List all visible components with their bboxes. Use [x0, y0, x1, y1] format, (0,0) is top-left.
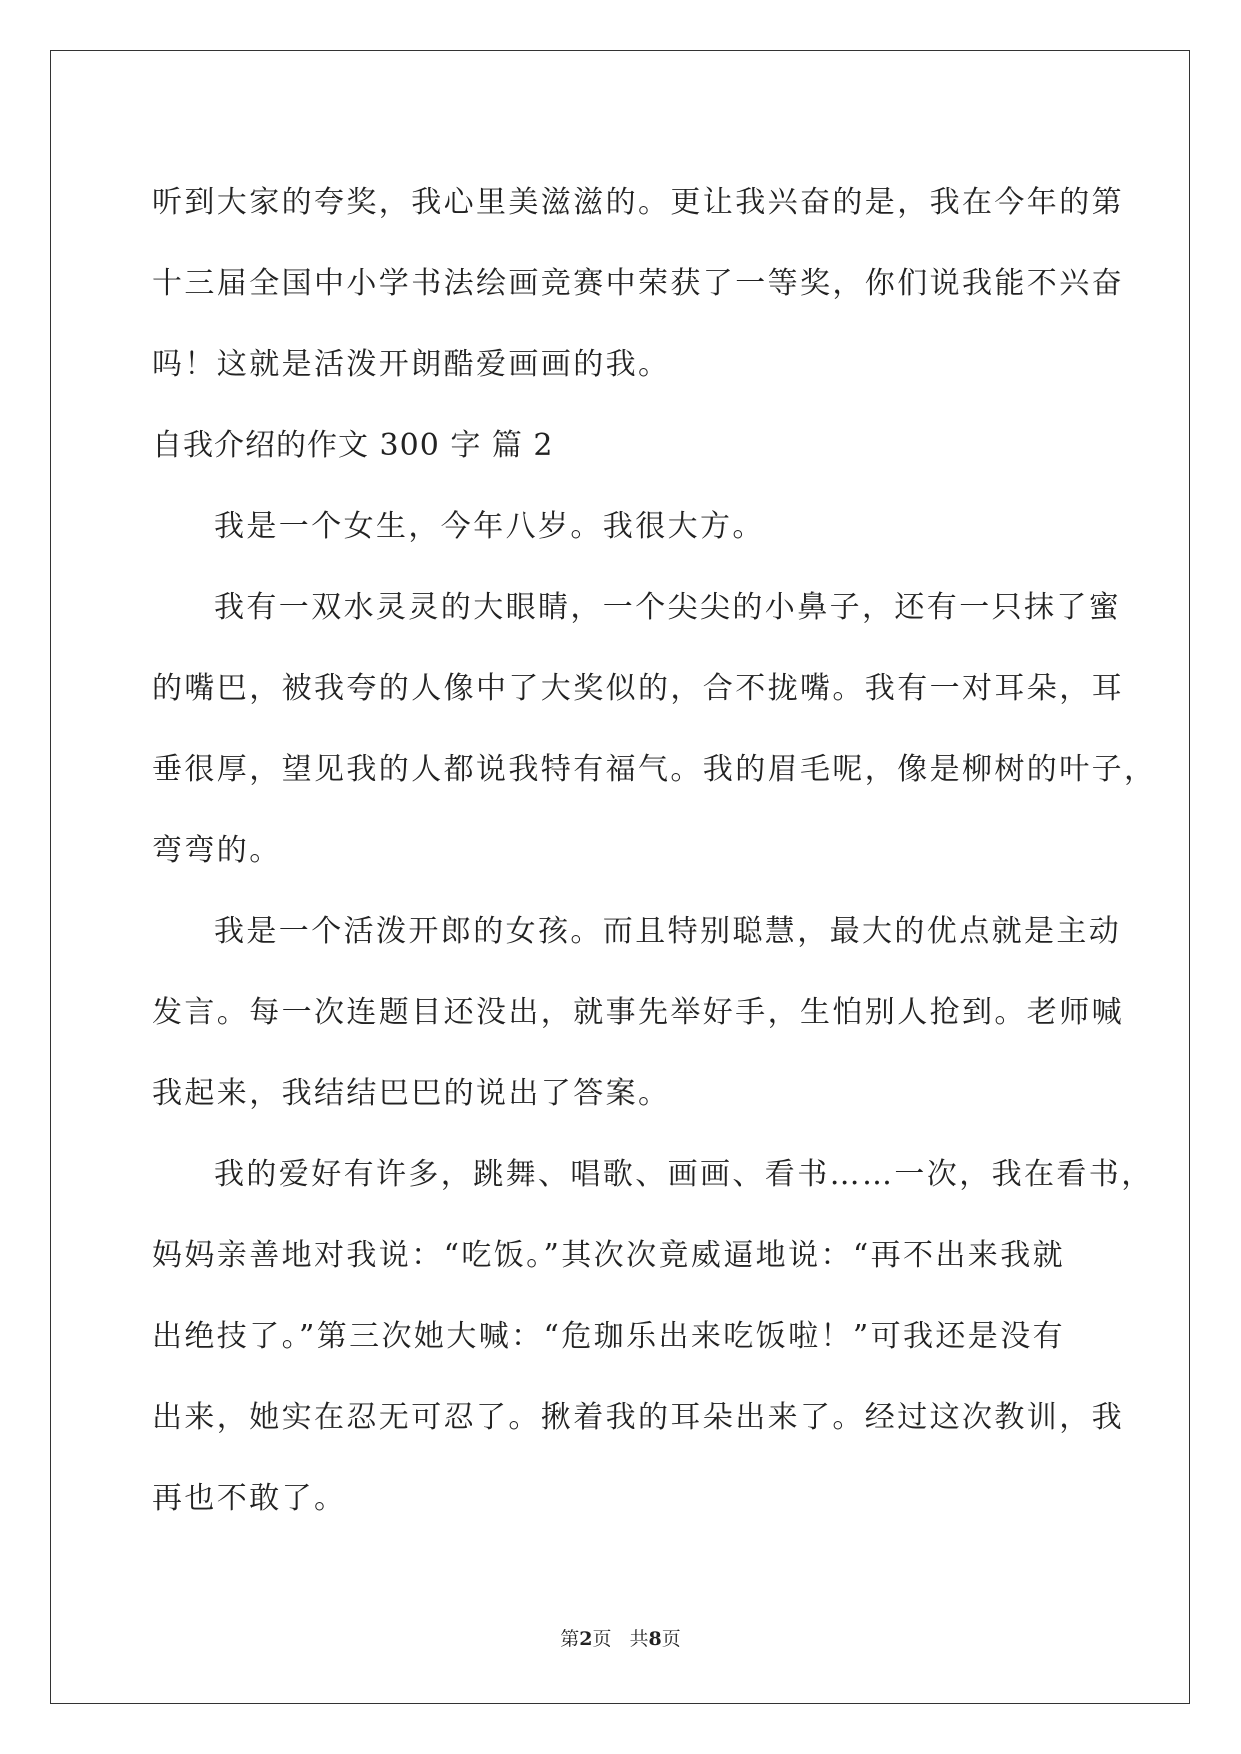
page-prefix: 第 [560, 1628, 580, 1650]
section-heading: 自我介绍的作文 300 字 篇 2 [152, 428, 554, 463]
total-page-number: 8 [648, 1628, 662, 1650]
page-unit: 页 [592, 1628, 612, 1650]
body-line: 十三届全国中小学书法绘画竞赛中荣获了一等奖，你们说我能不兴奋 [152, 266, 1124, 301]
body-line: 的嘴巴，被我夸的人像中了大奖似的，合不拢嘴。我有一对耳朵，耳 [152, 671, 1124, 706]
body-line: 出绝技了。”第三次她大喊：“危珈乐出来吃饭啦！”可我还是没有 [152, 1319, 1066, 1354]
body-line: 出来，她实在忍无可忍了。揪着我的耳朵出来了。经过这次教训，我 [152, 1400, 1124, 1435]
body-line: 弯弯的。 [152, 833, 282, 868]
paragraph-line: 我的爱好有许多，跳舞、唱歌、画画、看书……一次，我在看书， [214, 1157, 1154, 1192]
paragraph-line: 我有一双水灵灵的大眼睛，一个尖尖的小鼻子，还有一只抹了蜜 [214, 590, 1122, 625]
page-footer [0, 1624, 1241, 1651]
document-body [152, 162, 1157, 1539]
paragraph-line: 我是一个活泼开郎的女孩。而且特别聪慧，最大的优点就是主动 [214, 914, 1122, 949]
body-line: 妈妈亲善地对我说：“吃饭。”其次次竟威逼地说：“再不出来我就 [152, 1238, 1066, 1273]
body-line: 再也不敢了。 [152, 1481, 347, 1516]
body-line: 发言。每一次连题目还没出，就事先举好手，生怕别人抢到。老师喊 [152, 995, 1124, 1030]
body-line: 我起来，我结结巴巴的说出了答案。 [152, 1076, 671, 1111]
body-line: 听到大家的夸奖，我心里美滋滋的。更让我兴奋的是，我在今年的第 [152, 185, 1124, 220]
current-page-number: 2 [579, 1628, 593, 1650]
total-unit: 页 [661, 1628, 681, 1650]
body-line: 垂很厚，望见我的人都说我特有福气。我的眉毛呢，像是柳树的叶子， [152, 752, 1157, 787]
body-line: 吗！这就是活泼开朗酷爱画画的我。 [152, 347, 671, 382]
total-prefix: 共 [629, 1628, 649, 1650]
paragraph-line: 我是一个女生，今年八岁。我很大方。 [214, 509, 765, 544]
